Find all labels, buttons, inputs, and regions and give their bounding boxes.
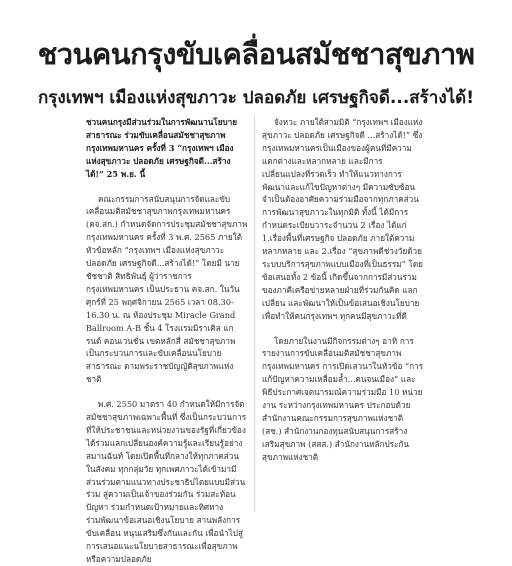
article-paragraph: คณะกรรมการสนับสนุนการจัดและขับเคลื่อนมติสมัชชาสุขภาพกรุงเทพมหานคร (คจ.สก.) กำหนดจัดการประชุมสมัชชาสุขภาพกรุงเทพมหานคร ครั้งที่ 3 พ.ศ. 2565 ภายใต้หัวข้อหลัก “กรุงเทพฯ เมืองแห่งสุขภาวะ ปลอดภัย เศรษฐกิจดี...สร้างได้!” โดยมี นายชัชชาติ สิทธิพันธุ์ ผู้ว่าราชการกรุงเทพมหานคร เป็นประธาน คจ.สก. ในวันศุกร์ที่ 25 พฤศจิกายน 2565 เวลา 08.30-16.30 น. ณ ห้องประชุม Miracle Grand Ballroom A-B ชั้น 4 โรงแรมมิราเคิล แกรนด์ คอนเวนชั่น เขตหลักสี่ สมัชชาสุขภาพเป็นกระบวนการและขับเคลื่อนนโยบายสาธารณะ ตามพระราชบัญญัติสุขภาพแห่งชาติ	[86, 193, 248, 385]
article-paragraph: จังหวะ ภายใต้สามมิติ “กรุงเทพฯ เมืองแห่งสุขภาวะ ปลอดภัย เศรษฐกิจดี ...สร้างได้!” ซึ่งกรุงเทพมหานครเป็นเมืองของผู้คนที่มีความแตกต่างและหลากหลาย และมีการเปลี่ยนแปลงที่รวดเร็ว ทำให้แนวทางการพัฒนาและแก้ไขปัญหาต่างๆ มีความซับซ้อน จำเป็นต้องอาศัยความร่วมมือจากทุกภาคส่วน การพัฒนาสุขภาวะในทุกมิติ ทั้งนี้ ได้มีการกำหนดระเบียบวาระจำนวน 2 เรื่อง ได้แก่ 1.เรื่องพื้นที่เศรษฐกิจ ปลอดภัย ภายใต้ความหลากหลาย และ 2.เรื่อง “สุขภาพดีช่วงวัยด้วยระบบบริการสุขภาพแบบเมืองที่เป็นธรรม” โดยข้อเสนอทั้ง 2 ข้อนี้ เกิดขึ้นจากการมีส่วนร่วมของภาคีเครือข่ายหลายฝ่ายที่ร่วมกันคิด แลกเปลี่ยน และพัฒนาให้เป็นข้อเสนอเชิงนโยบาย เพื่อทำให้คนกรุงเทพฯ ทุกคนมีสุขภาวะที่ดี	[262, 117, 423, 321]
article-paragraph: โดยภายในงานมีกิจกรรมต่างๆ อาทิ การรายงานการขับเคลื่อนมติสมัชชาสุขภาพกรุงเทพมหานคร การเปิดเสวนาในหัวข้อ “การแก้ปัญหาความเหลื่อมล้ำ...คนจนเมือง” และพิธีประกาศเจตนารมณ์ความร่วมมือ 10 หน่วยงาน ระหว่างกรุงเทพมหานคร ประกอบด้วยสำนักงานคณะกรรมการสุขภาพแห่งชาติ (สช.) สำนักงานกองทุนสนับสนุนการสร้างเสริมสุขภาพ (สสส.) สำนักงานหลักประกันสุขภาพแห่งชาติ	[262, 335, 424, 462]
article-headline: ชวนคนกรุงขับเคลื่อนสมัชชาสุขภาพ	[37, 37, 475, 71]
article-lead-paragraph: ชวนคนกรุงมีส่วนร่วมในการพัฒนานโยบายสาธารณะ ร่วมขับเคลื่อนสมัชชาสุขภาพกรุงเทพมหานคร ครั้งที่ 3 “กรุงเทพฯ เมืองแห่งสุขภาวะ ปลอดภัย เศรษฐกิจดี...สร้างได้!” 25 พ.ย. นี้	[86, 117, 238, 179]
article-subheadline: กรุงเทพฯ เมืองแห่งสุขภาวะ ปลอดภัย เศรษฐกิจดี...สร้างได้!	[38, 88, 474, 108]
column-divider	[254, 116, 255, 512]
article-paragraph: พ.ศ. 2550 มาตรา 40 กำหนดให้มีการจัดสมัชชาสุขภาพเฉพาะพื้นที่ ซึ่งเป็นกระบวนการที่ให้ประชาชนและหน่วยงานของรัฐที่เกี่ยวข้องได้ร่วมแลกเปลี่ยนองค์ความรู้และเรียนรู้อย่างสมานฉันท์ โดยเปิดพื้นที่กลางให้ทุกภาคส่วนในสังคม ทุกกลุ่มวัย ทุกเพศภาวะได้เข้ามามีส่วนร่วมตามแนวทางประชาธิปไตยแบบมีส่วนร่วม สู่ความเป็นเจ้าของร่วมกัน ร่วมสะท้อนปัญหา ร่วมกำหนดเป้าหมายและทิศทาง ร่วมพัฒนาข้อเสนอเชิงนโยบาย สานพลังการขับเคลื่อน หนุนเสริมซึ่งกันและกัน เพื่อนำไปสู่การเสนอแนะนโยบายสาธารณะเพื่อสุขภาพหรือความปลอดภัย	[86, 399, 247, 564]
article-left-column	[86, 116, 248, 564]
article-right-column	[262, 116, 424, 512]
